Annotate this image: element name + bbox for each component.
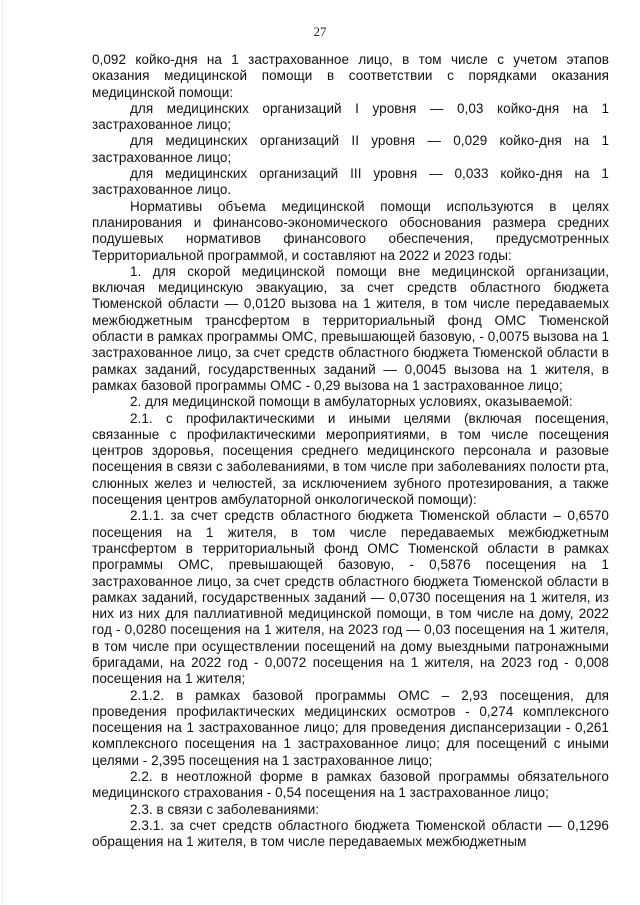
paragraph-volume-norms-intro: Нормативы объема медицинской помощи используются в целях планирования и финансово-экономического обоснования размера средних подушевых нормативов финансового обеспечения, предусмотренных Территориальной программой, и составляют на 2022 и 2023 годы:: [92, 198, 609, 263]
paragraph-level-2-organizations: для медицинских организаций II уровня — 0,029 койко-дня на 1 застрахованное лицо;: [92, 133, 609, 165]
paragraph-disease-related-care: 2.3. в связи с заболеваниями:: [130, 801, 320, 817]
paragraph-stay-norm-continuation: 0,092 койко-дня на 1 застрахованное лицо, в том числе с учетом этапов оказания медицинской помощи в соответствии с порядками оказания медицинской помощи:: [92, 52, 609, 100]
paragraph-emergency-care: 1. для скорой медицинской помощи вне медицинской организации, включая медицинскую эвакуацию, за счет средств областного бюджета Тюменской области — 0,0120 вызова на 1 жителя, в том числе передаваемых межбюджетным трансфертом в территориальный фонд ОМС Тюменской области в рамках программы ОМС, превышающей базовую, - 0,0075 вызова на 1 застрахованное лицо, за счет средств областного бюджета Тюменской области в рамках заданий, государственных заданий — 0,0045 вызова на 1 жителя, в рамках базовой программы ОМС - 0,29 вызова на 1 застрахованное лицо;: [92, 263, 609, 393]
paragraph-regional-budget-visits: 2.1.1. за счет средств областного бюджета Тюменской области – 0,6570 посещения на 1 жителя, в том числе передаваемых межбюджетным трансфертом в территориальный фонд ОМС Тюменской области в рамках программы ОМС, превышающей базовую, - 0,5876 посещения на 1 застрахованное лицо, за счет средств областного бюджета Тюменской области в рамках заданий, государственных заданий — 0,0730 посещения на 1 жителя, из них из них для паллиативной медицинской помощи, в том числе на дому, 2022 год - 0,0280 посещения на 1 жителя, на 2023 год — 0,03 посещения на 1 жителя, в том числе при осуществлении посещений на дому выездными патронажными бригадами, на 2022 год - 0,0072 посещения на 1 жителя, на 2023 год - 0,008 посещения на 1 жителя;: [92, 508, 609, 687]
paragraph-level-3-organizations: для медицинских организаций III уровня — 0,033 койко-дня на 1 застрахованное лицо.: [92, 166, 609, 198]
document-body: [92, 52, 609, 851]
page-number: 27: [313, 24, 327, 39]
paragraph-basic-oms-visits: 2.1.2. в рамках базовой программы ОМС – 2,93 посещения, для проведения профилактических медицинских осмотров - 0,274 комплексного посещения на 1 застрахованное лицо; для проведения диспансеризации - 0,261 комплексного посещения на 1 застрахованное лицо; для посещений с иными целями - 2,395 посещения на 1 застрахованное лицо;: [92, 687, 609, 768]
paragraph-urgent-care: 2.2. в неотложной форме в рамках базовой программы обязательного медицинского страхования - 0,54 посещения на 1 застрахованное лицо;: [92, 769, 609, 801]
scan-edge-line: [2, 0, 3, 905]
paragraph-level-1-organizations: для медицинских организаций I уровня — 0,03 койко-дня на 1 застрахованное лицо;: [92, 100, 609, 133]
paragraph-preventive-visits: 2.1. с профилактическими и иными целями (включая посещения, связанные с профилактическими мероприятиями, в том числе посещения центров здоровья, посещения среднего медицинского персонала и разовые посещения в связи с заболеваниями, в том числе при заболеваниях полости рта, слюнных желез и челюстей, за исключением зубного протезирования, а также посещения центров амбулаторной онкологической помощи):: [92, 410, 609, 508]
paragraph-outpatient-care: 2. для медицинской помощи в амбулаторных условиях, оказываемой:: [130, 394, 573, 410]
paragraph-disease-related-regional-budget: 2.3.1. за счет средств областного бюджета Тюменской области — 0,1296 обращения на 1 жителя, в том числе передаваемых межбюджетным: [92, 817, 609, 850]
